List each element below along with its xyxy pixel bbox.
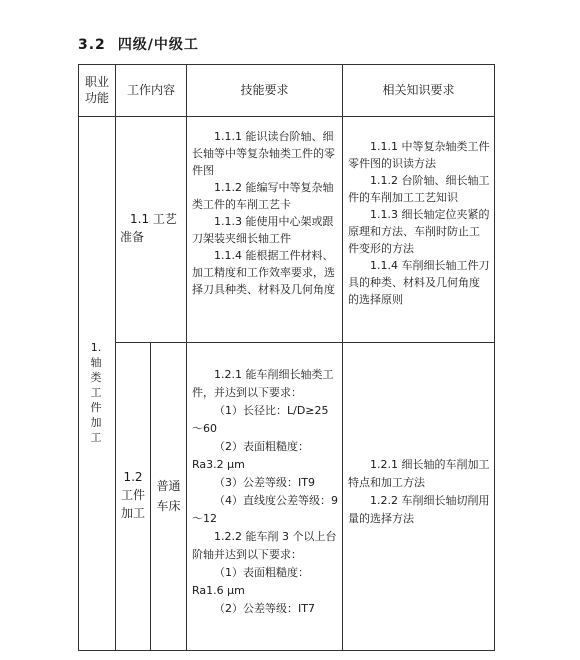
row-divider [115,342,494,343]
table-left-border [78,64,79,651]
skill-subitem: （1）表面粗糙度：Ra1.6 μm [192,566,309,597]
row1-content-line: 1.1 工艺 [130,212,177,226]
row2-work-content [116,468,150,522]
row2-skill-requirements [192,366,338,618]
row2-knowledge-requirements [348,456,490,528]
row1-work-content [120,210,184,246]
row1-knowledge-requirements [348,138,490,308]
machine-type-line: 车床 [156,499,181,513]
function-char: 加 [90,416,102,429]
machine-type-line: 普通 [156,479,181,493]
header-work-content: 工作内容 [126,83,175,97]
skill-item: 1.1.3 能使用中心架或跟刀架装夹细长轴工件 [192,215,334,245]
row2-content-line: 1.2 [123,470,143,484]
skill-item: 1.1.1 能识读台阶轴、细长轴等中等复杂轴类工件的零件图 [192,130,335,177]
row2-content-line: 加工 [120,506,145,520]
function-char: 类 [90,371,102,384]
knowledge-item: 1.1.2 台阶轴、细长轴工件的车削加工工艺知识 [348,174,490,204]
col-divider-2 [186,64,187,651]
skill-subitem: （4）直线度公差等级：9～12 [192,494,338,525]
table-top-border [78,64,494,65]
section-number: 3.2 [78,37,106,53]
skill-subitem: （1）长径比：L/D≥25～60 [192,404,329,435]
header-function-line-1: 职业 [84,75,109,89]
skill-subitem: （2）公差等级：IT7 [214,602,315,615]
skill-item: 1.2.2 能车削 3 个以上台阶轴并达到以下要求： [192,530,337,561]
header-skill-requirements: 技能要求 [240,83,289,97]
section-heading [78,34,199,54]
skill-subitem: （2）表面粗糙度：Ra3.2 μm [192,440,309,471]
skill-subitem: （3）公差等级：IT9 [214,476,315,489]
header-bottom-border [78,116,494,117]
knowledge-item: 1.1.4 车削细长轴工件刀具的种类、材料及几何角度的选择原则 [348,259,490,306]
skill-item: 1.1.4 能根据工件材料、加工精度和工作效率要求，选择刀具种类、材料及几何角度 [192,249,335,296]
function-number: 1. [90,341,102,354]
function-char: 轴 [90,356,102,369]
section-title: 四级/中级工 [117,37,199,53]
function-label [86,340,106,445]
col-divider-3 [342,64,343,651]
function-char: 工 [90,386,102,399]
function-char: 件 [90,401,102,414]
row1-content-line: 准备 [120,230,145,244]
function-char: 工 [90,431,102,444]
knowledge-item: 1.2.2 车削细长轴切削用量的选择方法 [348,494,490,525]
col-divider-1 [115,64,116,651]
table-bottom-border [78,650,494,651]
header-function-line-2: 功能 [84,91,109,105]
row1-skill-requirements [192,128,338,298]
row2-machine-type [151,476,186,516]
knowledge-item: 1.1.3 细长轴定位夹紧的原理和方法、车削时防止工件变形的方法 [348,208,490,255]
skill-item: 1.2.1 能车削细长轴类工件，并达到以下要求： [192,368,334,399]
table-right-border [494,64,495,651]
skill-item: 1.1.2 能编写中等复杂轴类工件的车削工艺卡 [192,181,334,211]
knowledge-item: 1.2.1 细长轴的车削加工特点和加工方法 [348,458,490,489]
header-knowledge-requirements: 相关知识要求 [382,83,455,97]
header-function [79,74,115,106]
row2-content-line: 工件 [120,488,145,502]
knowledge-item: 1.1.1 中等复杂轴类工件零件图的识读方法 [348,140,490,170]
